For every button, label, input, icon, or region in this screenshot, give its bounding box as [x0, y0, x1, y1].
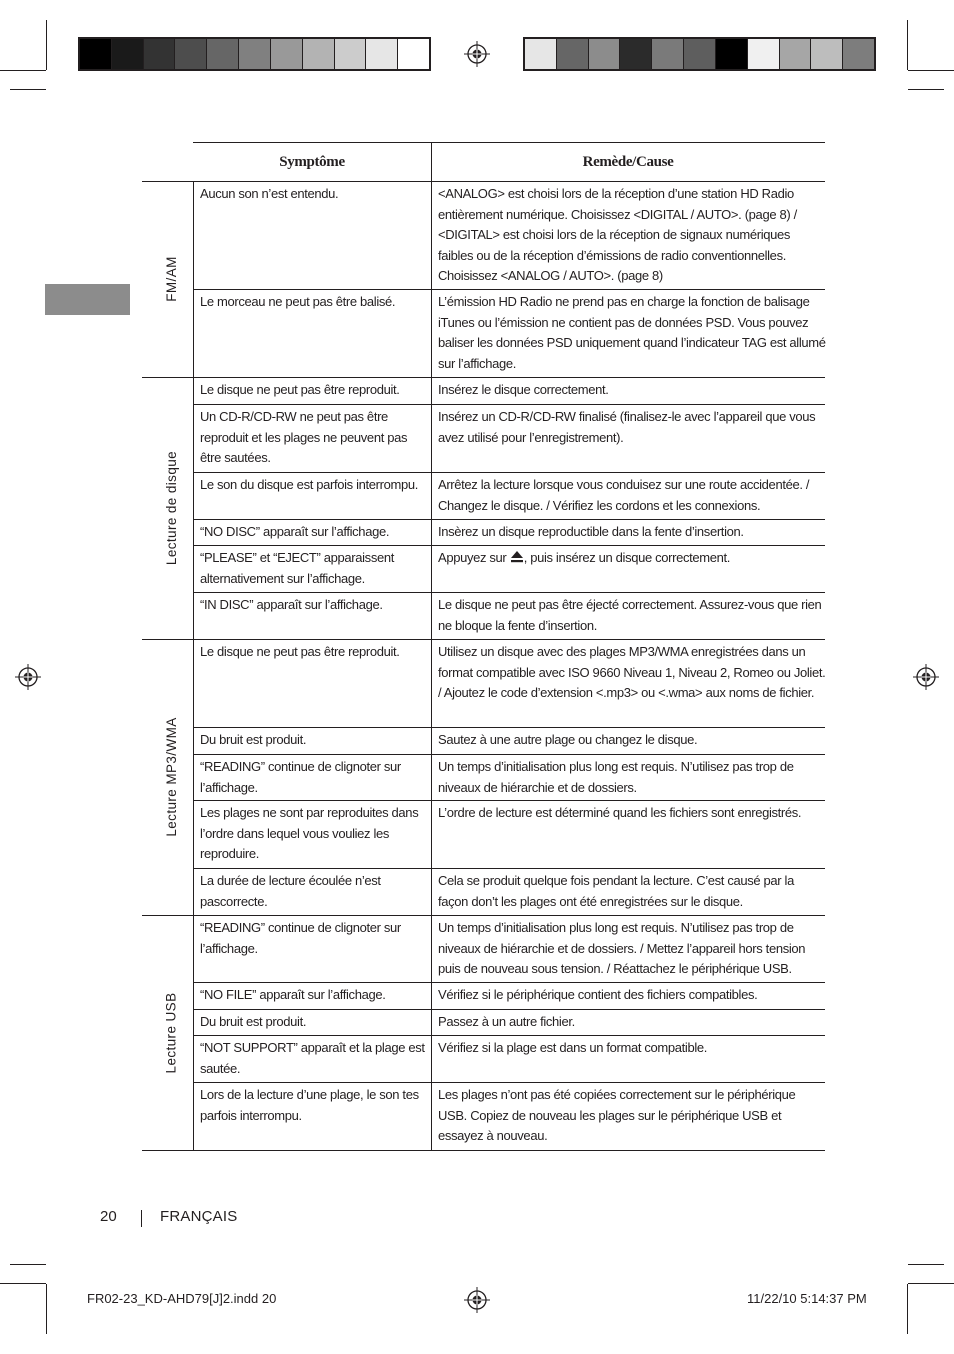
- symptom-cell: Le disque ne peut pas être reproduit.: [200, 382, 400, 397]
- row-divider: [193, 800, 825, 801]
- row-divider: [193, 868, 825, 869]
- row-divider: [193, 289, 825, 290]
- category-label: Lecture MP3/WMA: [163, 717, 179, 837]
- category-divider: [193, 639, 194, 915]
- section-divider: [142, 639, 825, 640]
- symptom-cell: Aucun son n’est entendu.: [200, 186, 339, 201]
- symptom-cell: Les plages ne sont par reproduites dans l’ordre dans lequel vous vouliez les reproduire.: [200, 805, 419, 861]
- remedy-cell: Un temps d’initialisation plus long est requis. N’utilisez pas trop de niveaux de hiérarchie et de dossiers.: [438, 759, 794, 795]
- column-divider: [431, 181, 432, 377]
- remedy-cell: Cela se produit quelque fois pendant la lecture. C’est causé par la façon don’t les plages ont été enregistrées sur le disque.: [438, 873, 794, 909]
- row-divider: [193, 545, 825, 546]
- column-divider: [431, 377, 432, 639]
- row-divider: [193, 754, 825, 755]
- symptom-cell: “IN DISC” apparaît sur l’affichage.: [200, 597, 383, 612]
- column-divider: [431, 915, 432, 1150]
- symptom-cell: “READING” continue de clignoter sur l’affichage.: [200, 920, 401, 956]
- symptom-cell: “PLEASE” et “EJECT” apparaissent alternativement sur l’affichage.: [200, 550, 394, 586]
- eject-icon: [510, 549, 524, 570]
- remedy-cell: Un temps d’initialisation plus long est requis. N’utilisez pas trop de niveaux de hiérarchie et de dossiers. / Mettez l’appareil hors tension puis de nouveau sous tension. / Réattachez le périphérique USB.: [438, 920, 806, 976]
- remedy-cell: Vérifiez si la plage est dans un format compatible.: [438, 1040, 708, 1055]
- row-divider: [193, 727, 825, 728]
- category-label: Lecture de disque: [163, 450, 179, 566]
- remedy-cell: Vérifiez si le périphérique contient des fichiers compatibles.: [438, 987, 758, 1002]
- footer-language: FRANÇAIS: [160, 1208, 238, 1225]
- table-top-rule: [193, 142, 825, 143]
- symptom-cell: Lors de la lecture d’une plage, le son tes parfois interrompu.: [200, 1087, 419, 1123]
- row-divider: [193, 982, 825, 983]
- remedy-cell: Insèrez un disque reproductible dans la fente d’insertion.: [438, 524, 744, 539]
- remedy-cell: L’émission HD Radio ne prend pas en charge la fonction de balisage iTunes ou l’émission ne contient pas de données PSD. Vous pouvez baliser les données PSD uniquement quand l’indicateur TAG est allumé sur l’affichage.: [438, 294, 826, 371]
- category-label: Lecture USB: [163, 992, 179, 1073]
- row-divider: [193, 592, 825, 593]
- remedy-cell: L’ordre de lecture est déterminé quand les fichiers sont enregistrés.: [438, 805, 802, 820]
- symptom-cell: Le disque ne peut pas être reproduit.: [200, 644, 400, 659]
- remedy-cell: Passez à un autre fichier.: [438, 1014, 575, 1029]
- remedy-cell: Les plages n’ont pas été copiées correctement sur le périphérique USB. Copiez de nouveau les plages sur le périphérique USB et essayez à nouveau.: [438, 1087, 796, 1143]
- symptom-cell: Un CD-R/CD-RW ne peut pas être reproduit et les plages ne peuvent pas être sautées.: [200, 409, 408, 465]
- header-symptom: Symptôme: [279, 154, 345, 170]
- row-divider: [193, 472, 825, 473]
- section-divider: [142, 377, 825, 378]
- symptom-cell: “NOT SUPPORT” apparaît et la plage est sautée.: [200, 1040, 425, 1076]
- table-bottom-rule: [142, 1150, 825, 1151]
- symptom-cell: Le morceau ne peut pas être balisé.: [200, 294, 396, 309]
- remedy-cell: Insérez le disque correctement.: [438, 382, 609, 397]
- remedy-cell: Insérez un CD-R/CD-RW finalisé (finalisez-le avec l’appareil que vous avez utilisé pour l’enregistrement).: [438, 409, 816, 445]
- remedy-cell: Arrêtez la lecture lorsque vous conduisez sur une route accidentée. / Changez le disque. / Vérifiez les cordons et les connexions.: [438, 477, 810, 513]
- symptom-cell: Du bruit est produit.: [200, 1014, 307, 1029]
- remedy-text: , puis insérez un disque correctement.: [523, 550, 731, 565]
- category-divider: [193, 377, 194, 639]
- category-divider: [193, 915, 194, 1150]
- row-divider: [193, 1082, 825, 1083]
- row-divider: [193, 1009, 825, 1010]
- section-divider: [142, 181, 825, 182]
- category-label: FM/AM: [163, 256, 179, 302]
- remedy-cell: [438, 548, 827, 570]
- remedy-cell: Le disque ne peut pas être éjecté correctement. Assurez-vous que rien ne bloque la fente d’insertion.: [438, 597, 822, 633]
- row-divider: [193, 519, 825, 520]
- remedy-cell: <ANALOG> est choisi lors de la réception d’une station HD Radio entièrement numérique. Choisissez <DIGITAL / AUTO>. (page 8) / <DIGITAL> est choisi lors de la réception de signaux numériques faibles ou de la réception d’émissions de radio conventionnelles. Choisissez <ANALOG / AUTO>. (page 8): [438, 186, 797, 283]
- slug-file-name: FR02-23_KD-AHD79[J]2.indd 20: [87, 1291, 277, 1306]
- remedy-cell: Utilisez un disque avec des plages MP3/WMA enregistrées dans un format compatible avec ISO 9660 Niveau 1, Niveau 2, Romeo ou Joliet. / Ajoutez le code d’extension <.mp3> ou <.wma> aux noms de fichier.: [438, 644, 826, 700]
- category-divider: [193, 181, 194, 377]
- header-remedy: Remède/Cause: [582, 154, 674, 170]
- symptom-cell: La durée de lecture écoulée n’est pascorrecte.: [200, 873, 381, 909]
- slug-timestamp: 11/22/10 5:14:37 PM: [747, 1291, 867, 1306]
- remedy-cell: Sautez à une autre plage ou changez le disque.: [438, 732, 698, 747]
- symptom-cell: Le son du disque est parfois interrompu.: [200, 477, 418, 492]
- symptom-cell: “NO DISC” apparaît sur l’affichage.: [200, 524, 390, 539]
- symptom-cell: Du bruit est produit.: [200, 732, 307, 747]
- remedy-text: Appuyez sur: [438, 550, 510, 565]
- row-divider: [193, 404, 825, 405]
- symptom-cell: “READING” continue de clignoter sur l’affichage.: [200, 759, 401, 795]
- page-number: 20: [100, 1208, 117, 1225]
- header-divider: [431, 142, 432, 181]
- column-divider: [431, 639, 432, 915]
- section-divider: [142, 915, 825, 916]
- symptom-cell: “NO FILE” apparaît sur l’affichage.: [200, 987, 386, 1002]
- row-divider: [193, 1035, 825, 1036]
- footer-divider: [141, 1210, 142, 1227]
